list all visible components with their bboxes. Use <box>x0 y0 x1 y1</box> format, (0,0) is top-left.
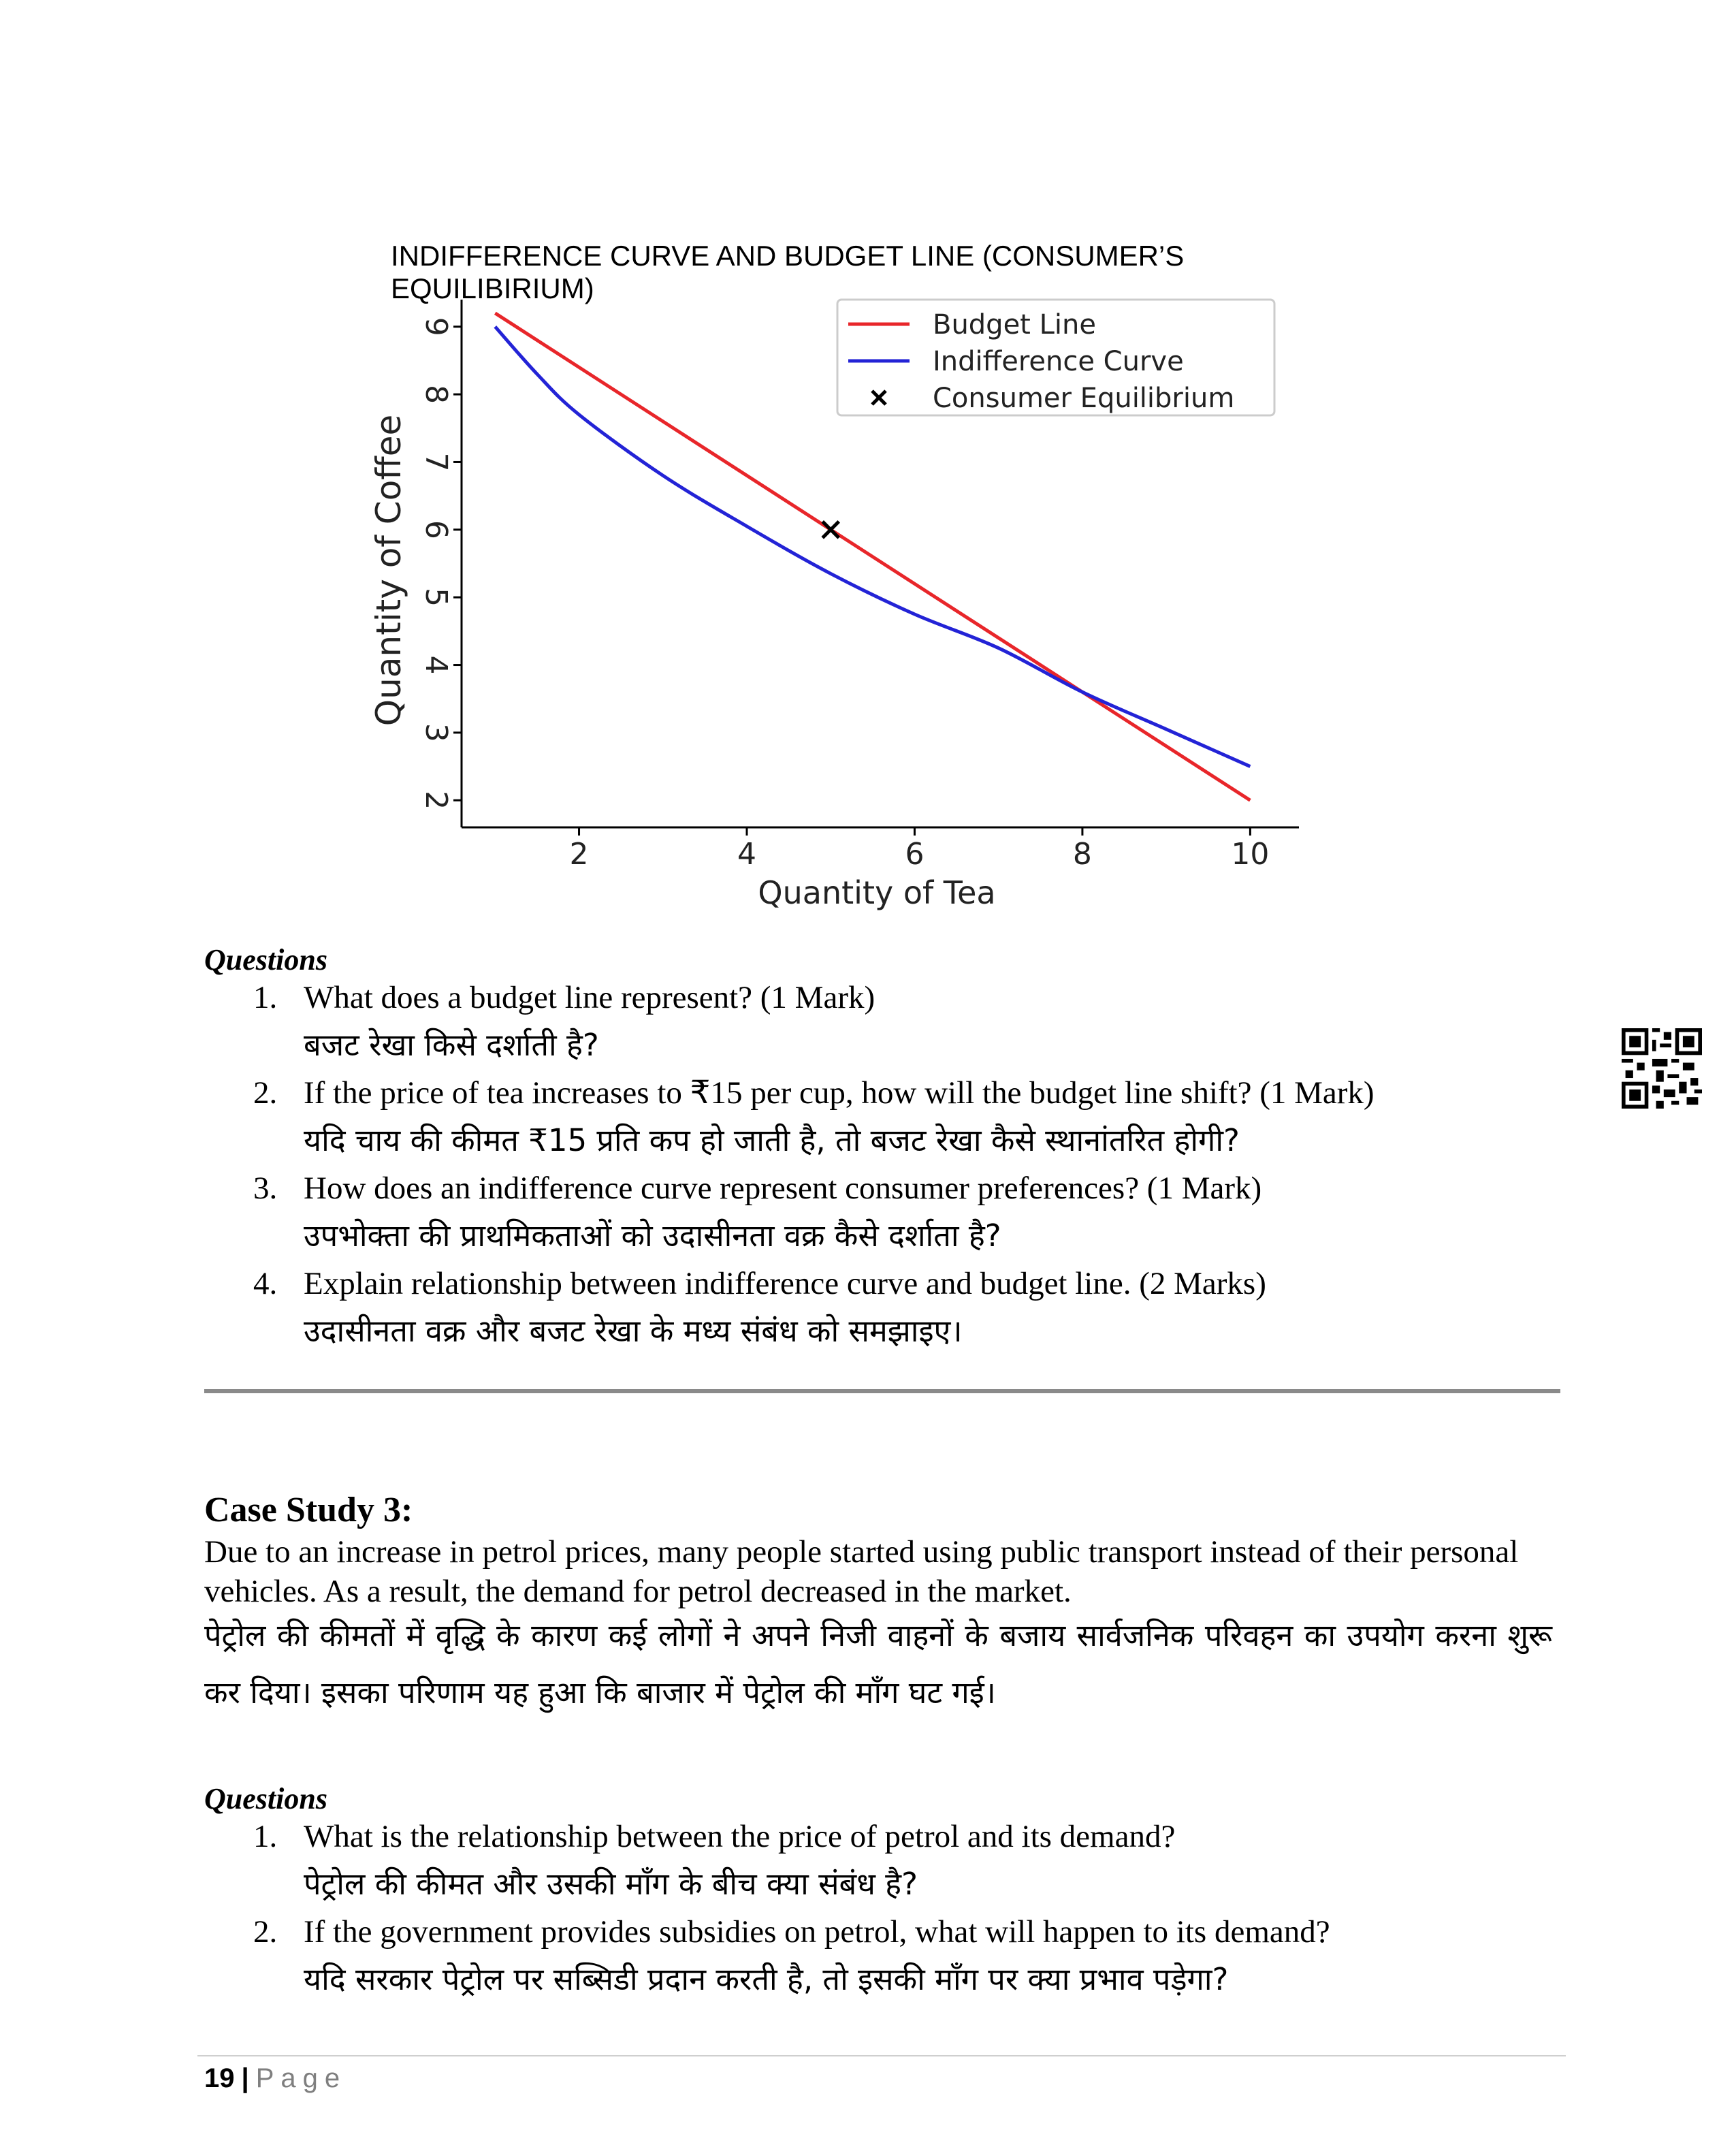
questions-section-2 <box>204 1781 1566 2004</box>
page-label: Page <box>255 2063 347 2093</box>
qr-code-icon <box>1622 1028 1702 1109</box>
question-item <box>253 974 1566 1070</box>
case-study-body-english: Due to an increase in petrol prices, many people started using public transport instead of their personal vehicles. As a result, the demand for petrol decreased in the market. <box>204 1534 1519 1609</box>
y-axis-label: Quantity of Coffee <box>369 414 408 727</box>
footer-separator: | <box>241 2063 249 2093</box>
x-tick-label: 6 <box>905 837 925 872</box>
question-number: 2. <box>253 1075 278 1111</box>
case-study-body-hindi: पेट्रोल की कीमतों में वृद्धि के कारण कई लोगों ने अपने निजी वाहनों के बजाय सार्वजनिक परिवहन का उपयोग करना शुरू कर दिया। इसका परिणाम यह हुआ कि बाजार में पेट्रोल की माँग घट गई। <box>204 1617 1552 1711</box>
questions-list-1 <box>253 974 1566 1356</box>
question-hindi: यदि सरकार पेट्रोल पर सब्सिडी प्रदान करती है, तो इसकी माँग पर क्या प्रभाव पड़ेगा? <box>304 1961 1229 1997</box>
y-tick-label: 6 <box>419 520 453 539</box>
case-study-title: Case Study 3: <box>204 1491 413 1529</box>
question-hindi: यदि चाय की कीमत ₹15 प्रति कप हो जाती है, तो बजट रेखा कैसे स्थानांतरित होगी? <box>304 1122 1240 1158</box>
question-hindi: उपभोक्ता की प्राथमिकताओं को उदासीनता वक्र कैसे दर्शाता है? <box>304 1218 1001 1254</box>
questions-heading: Questions <box>204 943 327 976</box>
section-divider <box>204 1389 1560 1393</box>
question-english: Explain relationship between indifference curve and budget line. (2 Marks) <box>304 1266 1266 1301</box>
questions-heading: Questions <box>204 1782 327 1815</box>
y-tick-label: 8 <box>419 385 453 404</box>
question-hindi: बजट रेखा किसे दर्शाती है? <box>304 1027 599 1063</box>
question-item <box>253 1165 1566 1260</box>
x-tick-label: 10 <box>1231 837 1270 872</box>
question-item <box>253 1260 1566 1356</box>
question-number: 1. <box>253 1819 278 1854</box>
legend-label: Indifference Curve <box>933 346 1184 377</box>
page-footer <box>204 2063 347 2094</box>
x-tick-label: 2 <box>569 837 589 872</box>
question-item <box>253 1909 1566 2004</box>
question-number: 3. <box>253 1171 278 1206</box>
question-hindi: उदासीनता वक्र और बजट रेखा के मध्य संबंध को समझाइए। <box>304 1313 963 1349</box>
question-number: 4. <box>253 1266 278 1301</box>
x-tick-label: 4 <box>737 837 756 872</box>
question-english: What does a budget line represent? (1 Mark) <box>304 980 875 1015</box>
y-tick-label: 4 <box>419 655 453 675</box>
questions-list-2 <box>253 1813 1566 2004</box>
y-tick-label: 9 <box>419 317 453 336</box>
y-tick-label: 5 <box>419 588 453 607</box>
question-english: If the price of tea increases to ₹15 per cup, how will the budget line shift? (1 Mark) <box>304 1075 1375 1111</box>
question-item <box>253 1070 1566 1165</box>
y-tick-label: 2 <box>419 791 453 810</box>
question-item <box>253 1813 1566 1909</box>
footer-divider <box>197 2055 1566 2056</box>
x-tick-label: 8 <box>1072 837 1092 872</box>
indifference-budget-chart <box>361 286 1314 912</box>
consumer-equilibrium-marker <box>822 522 839 538</box>
y-tick-label: 7 <box>419 452 453 472</box>
question-english: If the government provides subsidies on petrol, what will happen to its demand? <box>304 1914 1330 1950</box>
question-hindi: पेट्रोल की कीमत और उसकी माँग के बीच क्या संबंध है? <box>304 1866 918 1902</box>
chart-title: INDIFFERENCE CURVE AND BUDGET LINE (CONSUMER’S EQUILIBIRIUM) <box>391 240 1185 304</box>
legend-label: Consumer Equilibrium <box>933 383 1235 414</box>
questions-section-1 <box>204 942 1566 1356</box>
y-tick-label: 3 <box>419 722 453 742</box>
question-number: 1. <box>253 980 278 1015</box>
question-english: What is the relationship between the price of petrol and its demand? <box>304 1819 1176 1854</box>
question-number: 2. <box>253 1914 278 1950</box>
page-number: 19 <box>204 2063 235 2093</box>
legend-label: Budget Line <box>933 309 1096 340</box>
question-english: How does an indifference curve represent consumer preferences? (1 Mark) <box>304 1171 1262 1206</box>
x-axis-label: Quantity of Tea <box>758 874 996 911</box>
